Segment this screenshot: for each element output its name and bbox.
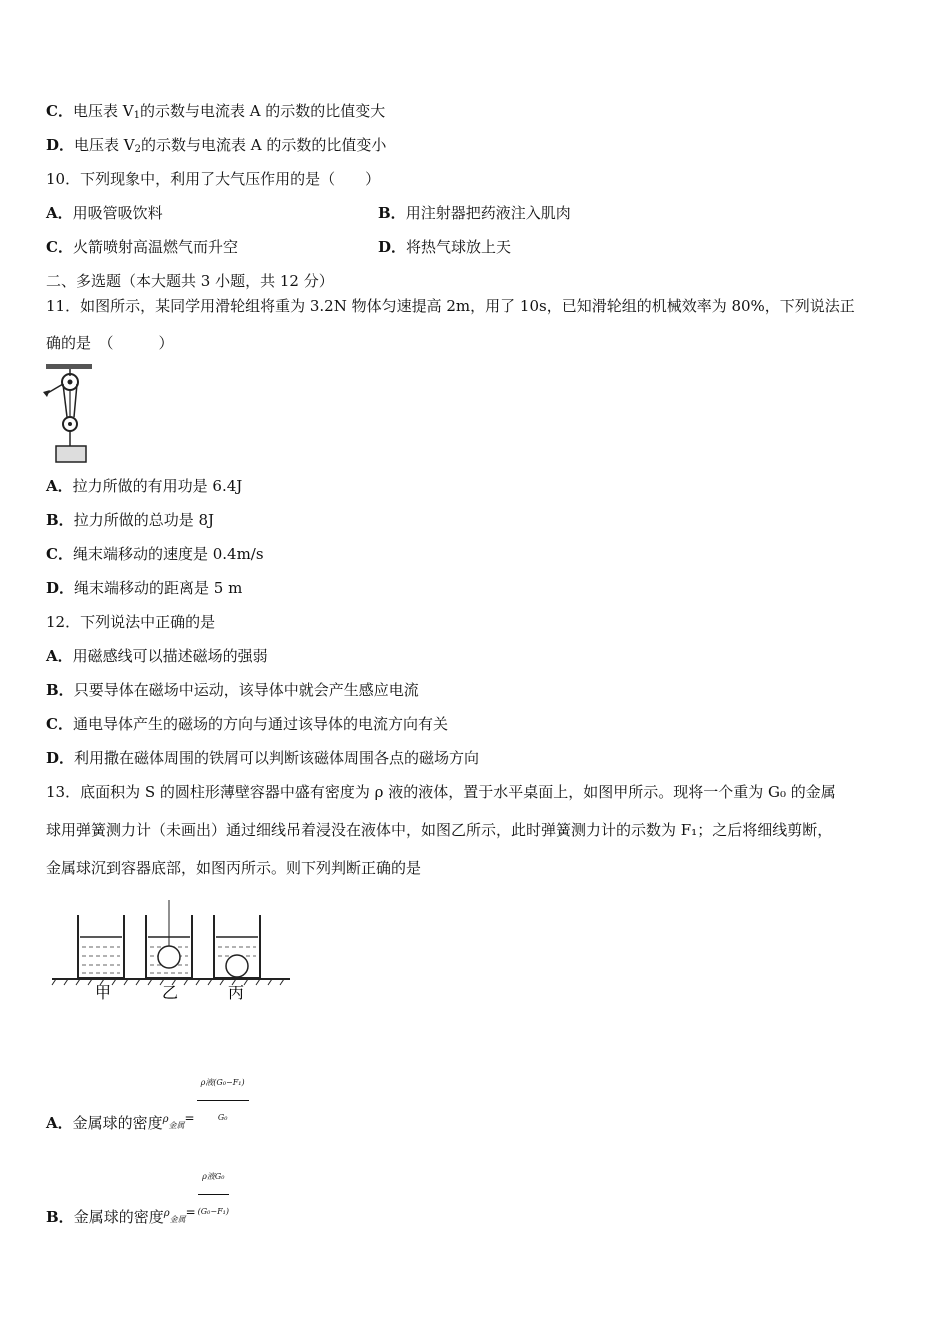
option-text: 拉力所做的有用功是 6.4J [72,477,243,495]
option-text-post: 的示数与电流表 A 的示数的比值变小 [141,136,387,154]
q12-option-c [46,714,448,734]
rho-subscript: 金属 [169,1215,186,1224]
option-label: D． [46,579,75,597]
container-bing [214,915,260,978]
q12-option-b [46,680,419,700]
q9-option-c [46,101,385,126]
rho-symbol: ρ [163,1208,170,1219]
subscript: 1 [133,110,140,121]
option-text: 绳末端移动的速度是 0.4m/s [72,545,264,563]
q13-stem-line3: 金属球沉到容器底部，如图丙所示。则下列判断正确的是 [46,859,422,877]
option-label: A． [46,647,73,665]
option-text: 金属球的密度 [72,1114,163,1132]
q10-option-c [46,238,238,256]
option-text: 用注射器把药液注入肌肉 [405,204,571,222]
option-label: A． [46,1114,73,1132]
option-text-pre: 电压表 V [74,136,135,154]
option-label: C． [46,545,73,563]
q10-row2 [46,237,906,257]
option-text: 火箭喷射高温燃气而升空 [72,238,238,256]
containers-figure [50,895,296,1005]
figure-label-yi: 乙 [162,983,179,1002]
option-text: 只要导体在磁场中运动，该导体中就会产生感应电流 [73,681,419,699]
option-label: B． [46,511,74,529]
pulley-figure [40,362,100,466]
q12-option-d [46,748,479,768]
metal-ball [226,955,248,977]
q11-stem-line1: 11．如图所示，某同学用滑轮组将重为 3.2N 物体匀速提高 2m，用了 10s，已知滑轮组的机械效率为 80%，下列说法正 [46,297,855,315]
option-label: C． [46,238,73,256]
q10-option-d [378,237,511,257]
section-heading: 二、多选题（本大题共 3 小题，共 12 分） [46,272,334,290]
option-label: C． [46,102,73,120]
option-label: B． [46,681,74,699]
formula-fraction [197,1068,249,1133]
option-text-pre: 电压表 V [72,102,134,120]
fraction-numerator: ρ液(G₀−F₁) [197,1068,249,1101]
q10-stem: 10．下列现象中，利用了大气压作用的是（ ） [46,170,381,188]
weight-block [56,446,86,462]
option-label: A． [46,204,73,222]
equals-sign: = [185,1205,196,1219]
subscript: 2 [134,144,141,155]
option-text: 将热气球放上天 [406,238,512,256]
q10-row1 [46,203,906,223]
q11-option-d [46,578,242,598]
q10-option-b [378,203,571,223]
q12-option-a [46,646,268,666]
figure-label-bing: 丙 [228,983,245,1002]
option-text: 用磁感线可以描述磁场的强弱 [72,647,268,665]
option-text: 利用撒在磁体周围的铁屑可以判断该磁体周围各点的磁场方向 [74,749,480,767]
fraction-denominator: (G₀−F₁) [197,1207,229,1216]
container-jia [78,915,124,978]
figure-label-jia: 甲 [95,983,112,1002]
q12-stem: 12．下列说法中正确的是 [46,613,216,631]
rho-subscript: 金属 [168,1121,185,1130]
option-text: 通电导体产生的磁场的方向与通过该导体的电流方向有关 [72,715,448,733]
q11-option-b [46,510,214,530]
metal-ball [158,946,180,968]
option-text: 绳末端移动的距离是 5 m [74,579,243,597]
q10-option-a [46,204,163,222]
option-text-post: 的示数与电流表 A 的示数的比值变大 [139,102,386,120]
ceiling-bar [46,364,92,369]
option-text: 拉力所做的总功是 8J [73,511,215,529]
option-label: C． [46,715,73,733]
q13-option-b [46,1162,229,1235]
container-yi [146,900,192,978]
option-text: 用吸管吸饮料 [72,204,163,222]
option-label: D． [378,238,407,256]
q13-stem-line1: 13．底面积为 S 的圆柱形薄壁容器中盛有密度为 ρ 液的液体，置于水平桌面上，如图甲所示。现将一个重为 G₀ 的金属 [46,783,836,801]
fraction-denominator: G₀ [217,1113,228,1122]
q11-option-c [46,544,264,564]
option-text: 金属球的密度 [73,1208,164,1226]
fraction-numerator: ρ液G₀ [198,1162,229,1195]
option-label: B． [378,204,406,222]
q11-option-a [46,476,242,496]
formula-fraction [198,1162,229,1227]
option-label: D． [46,749,75,767]
q13-option-a [46,1068,249,1141]
arrow-icon [43,390,50,397]
q11-stem-line2: 确的是 （ ） [46,334,174,352]
q9-option-d [46,135,386,160]
option-label: A． [46,477,73,495]
q13-stem-line2: 球用弹簧测力计（未画出）通过细线吊着浸没在液体中，如图乙所示，此时弹簧测力计的示数为 F₁；之后将细线剪断， [46,821,833,839]
rho-symbol: ρ [162,1114,169,1125]
equals-sign: = [184,1111,195,1125]
option-label: B． [46,1208,74,1226]
option-label: D． [46,136,75,154]
